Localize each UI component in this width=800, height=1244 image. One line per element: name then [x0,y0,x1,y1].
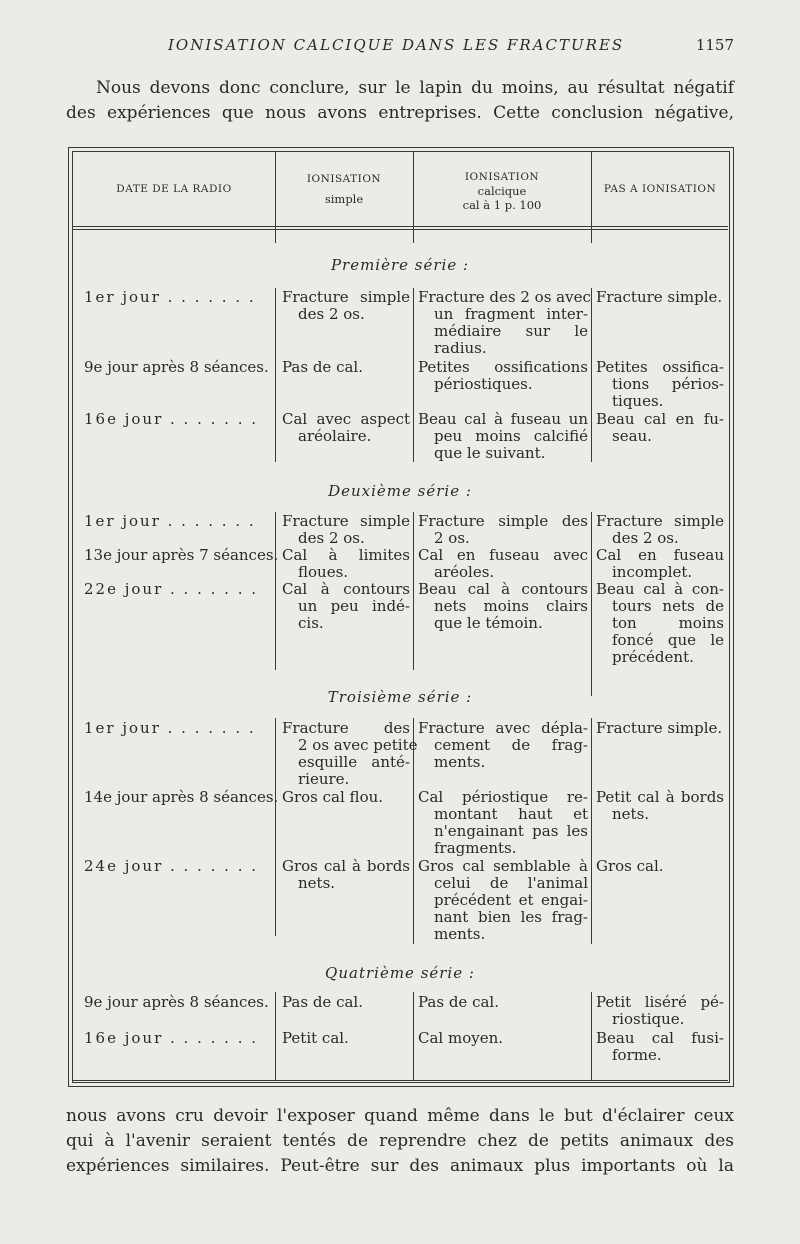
series-title: Deuxième série : [328,482,472,500]
text-line: qui à l'avenir seraient tentés de reprendre chez de petits animaux des [66,1131,734,1151]
column-divider [591,512,592,696]
paragraph-bottom [66,1104,734,1179]
cell-simple: Fracture simple des 2 os. [282,288,410,323]
series-title: Première série : [330,256,470,274]
column-divider [413,512,414,670]
row-date: 16e jour . . . . . . . [84,1029,258,1047]
series-title: Troisième série : [327,688,473,706]
column-divider [275,512,276,670]
row-date: 9e jour après 8 séances. [84,993,269,1011]
cell-simple: Fracture des 2 os avec petite esquille anté- rieure. [282,719,418,788]
cell-simple: Cal à limites floues. [282,546,410,581]
cell-simple: Petit cal. [282,1029,349,1047]
text-line: expériences similaires. Peut-être sur des animaux plus importants où la [66,1156,734,1176]
cell-calcique: Cal périostique re- montant haut et n'engainant pas les fragments. [418,788,588,857]
cell-calcique: Beau cal à fuseau un peu moins calcifié que le suivant. [418,410,588,462]
text-line: des expériences que nous avons entreprises. Cette conclusion négative, [66,103,734,123]
cell-calcique: Gros cal semblable à celui de l'animal précédent et engai- nant bien les frag- ments. [418,857,588,943]
cell-pas-ionisation: Beau cal à con- tours nets de ton moins foncé que le précédent. [596,580,724,666]
column-divider [591,288,592,462]
cell-calcique: Cal moyen. [418,1029,504,1047]
cell-pas-ionisation: Petit liséré pé- riostique. [596,993,724,1028]
row-date: 1er jour . . . . . . . [84,719,256,737]
cell-calcique: Beau cal à contours nets moins clairs que le témoin. [418,580,588,632]
row-date: 9e jour après 8 séances. [84,358,269,376]
series-title: Quatrième série : [325,964,475,982]
header-ionisation-calcique: IONISATION calcique cal à 1 p. 100 [462,171,542,212]
text-line: nous avons cru devoir l'exposer quand même dans le but d'éclairer ceux [66,1106,734,1126]
cell-calcique: Fracture simple des 2 os. [418,512,588,547]
cell-pas-ionisation: Petit cal à bords nets. [596,788,724,823]
cell-calcique: Fracture avec dépla- cement de frag- ments. [418,719,588,771]
cell-pas-ionisation: Cal en fuseau incomplet. [596,546,724,581]
cell-pas-ionisation: Beau cal fusi- forme. [596,1029,724,1064]
column-divider [275,718,276,936]
header-rule-double [72,229,728,230]
column-divider [413,992,414,1080]
header-ionisation-simple: IONISATION simple [306,173,382,206]
header-pas-ionisation: PAS A IONISATION [603,183,717,195]
column-divider [275,151,276,243]
header-date: DATE DE LA RADIO [116,183,232,195]
cell-simple: Pas de cal. [282,993,363,1011]
cell-pas-ionisation: Petites ossifica- tions périos- tiques. [596,358,724,410]
row-date: 1er jour . . . . . . . [84,288,256,306]
cell-pas-ionisation: Fracture simple. [596,288,723,306]
cell-simple: Cal à contours un peu indé- cis. [282,580,410,632]
paragraph-top [66,76,734,126]
running-head [0,36,800,60]
text-line: Nous devons donc conclure, sur le lapin du moins, au résultat négatif [96,78,734,98]
column-divider [591,718,592,944]
cell-simple: Gros cal à bords nets. [282,857,410,892]
cell-simple: Cal avec aspect aréolaire. [282,410,410,445]
row-date: 13e jour après 7 séances. [84,546,279,564]
cell-calcique: Fracture des 2 os avec un fragment inter- médiaire sur le radius. [418,288,591,357]
cell-simple: Gros cal flou. [282,788,384,806]
column-divider [591,151,592,243]
cell-calcique: Cal en fuseau avec aréoles. [418,546,588,581]
table-bottom-rule [72,1080,728,1081]
column-divider [275,992,276,1080]
column-divider [275,288,276,462]
cell-pas-ionisation: Beau cal en fu- seau. [596,410,724,445]
table-top-rule [72,151,728,152]
page-number: 1157 [695,36,734,54]
cell-calcique: Pas de cal. [418,993,499,1011]
running-title: IONISATION CALCIQUE DANS LES FRACTURES [168,36,625,54]
cell-calcique: Petites ossifications périostiques. [418,358,588,393]
row-date: 14e jour après 8 séances. [84,788,279,806]
row-date: 24e jour . . . . . . . [84,857,258,875]
cell-simple: Fracture simple des 2 os. [282,512,410,547]
cell-pas-ionisation: Fracture simple. [596,719,723,737]
cell-pas-ionisation: Gros cal. [596,857,664,875]
row-date: 16e jour . . . . . . . [84,410,258,428]
column-divider [591,992,592,1080]
header-rule [72,226,728,227]
column-divider [413,151,414,243]
row-date: 22e jour . . . . . . . [84,580,258,598]
cell-pas-ionisation: Fracture simple des 2 os. [596,512,724,547]
cell-simple: Pas de cal. [282,358,363,376]
column-divider [413,288,414,462]
row-date: 1er jour . . . . . . . [84,512,256,530]
